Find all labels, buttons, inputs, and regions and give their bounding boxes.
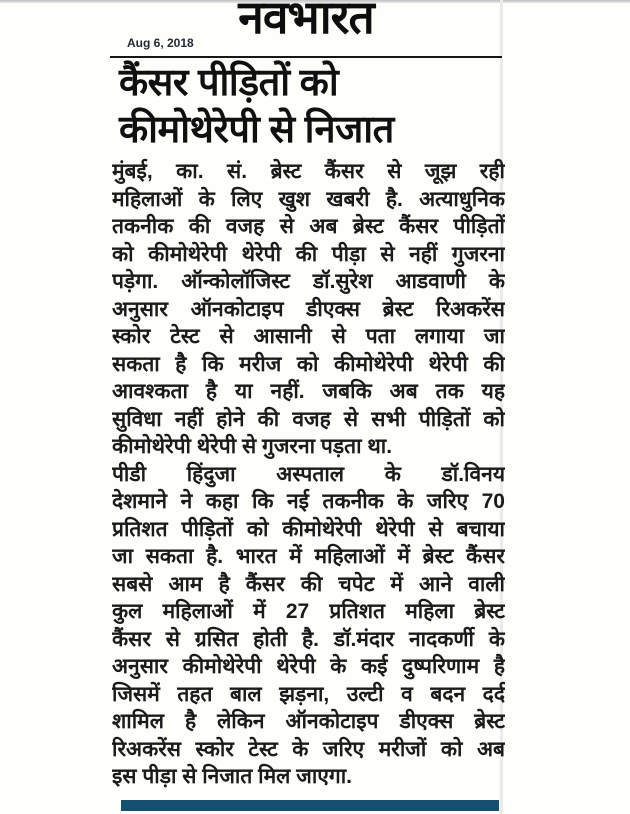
body-line: महिलाओं के लिए खुश खबरी है. अत्याधुनिक <box>112 187 505 211</box>
body-line: स्कोर टेस्ट से आसानी से पता लगाया जा <box>112 325 505 348</box>
body-line: रिअकरेंस स्कोर टेस्ट के जरिए मरीजों को अब <box>112 737 505 761</box>
body-line: देशमाने ने कहा कि नई तकनीक के जरिए 70 <box>112 490 505 513</box>
body-line: तकनीक की वजह से अब ब्रेस्ट कैंसर पीड़ितों <box>112 215 505 238</box>
body-line: सबसे आम है कैंसर की चपेट में आने वाली <box>112 572 505 596</box>
body-line: अनुसार ऑनकोटाइप डीएक्स ब्रेस्ट रिअकरेंस <box>112 297 505 321</box>
body-line: जिसमें तहत बाल झड़ना, उल्टी व बदन दर्द <box>112 682 505 706</box>
body-line: कीमोथेरेपी थेरेपी से गुजरना पड़ता था. <box>112 435 393 458</box>
paragraph-1 <box>112 158 505 461</box>
article-body <box>112 158 505 791</box>
body-line: को कीमोथेरेपी थेरेपी की पीड़ा से नहीं गुजरना <box>112 242 505 266</box>
body-line: सकता है कि मरीज को कीमोथेरेपी थेरेपी की <box>112 352 505 376</box>
body-line: जा सकता है. भारत में महिलाओं में ब्रेस्ट कैंसर <box>112 545 505 568</box>
body-line: शामिल है लेकिन ऑनकोटाइप डीएक्स ब्रेस्ट <box>112 710 505 733</box>
body-line: प्रतिशत पीड़ितों को कीमोथेरेपी थेरेपी से बचाया <box>112 517 505 541</box>
bottom-accent-bar <box>121 800 499 811</box>
body-line: सुविधा नहीं होने की वजह से सभी पीड़ितों को <box>112 407 505 431</box>
headline-line-2: कीमोथेरेपी से निजात <box>119 109 394 151</box>
body-line: पीडी हिंदुजा अस्पताल के डॉ.विनय <box>112 462 505 486</box>
body-line: कैंसर से ग्रसित होती है. डॉ.मंदार नादकर्णी के <box>112 627 505 651</box>
body-line: कुल महिलाओं में 27 प्रतिशत महिला ब्रेस्ट <box>112 600 505 623</box>
body-line: मुंबई, का. सं. ब्रेस्ट कैंसर से जूझ रही <box>112 160 505 183</box>
body-line: पड़ेगा. ऑन्कोलॉजिस्ट डॉ.सुरेश आडवाणी के <box>112 270 505 293</box>
headline-line-1: कैंसर पीड़ितों को <box>119 62 339 104</box>
paragraph-2 <box>112 461 505 791</box>
masthead-title: नवभारत <box>238 0 374 43</box>
masthead-rule <box>110 56 502 58</box>
date-label: Aug 6, 2018 <box>127 36 194 50</box>
body-line: इस पीड़ा से निजात मिल जाएगा. <box>112 765 352 788</box>
body-line: अनुसार कीमोथेरेपी थेरेपी के कई दुष्परिणाम है <box>112 655 505 678</box>
body-line: आवश्कता है या नहीं. जबकि अब तक यह <box>112 380 505 403</box>
article-headline <box>119 60 505 154</box>
